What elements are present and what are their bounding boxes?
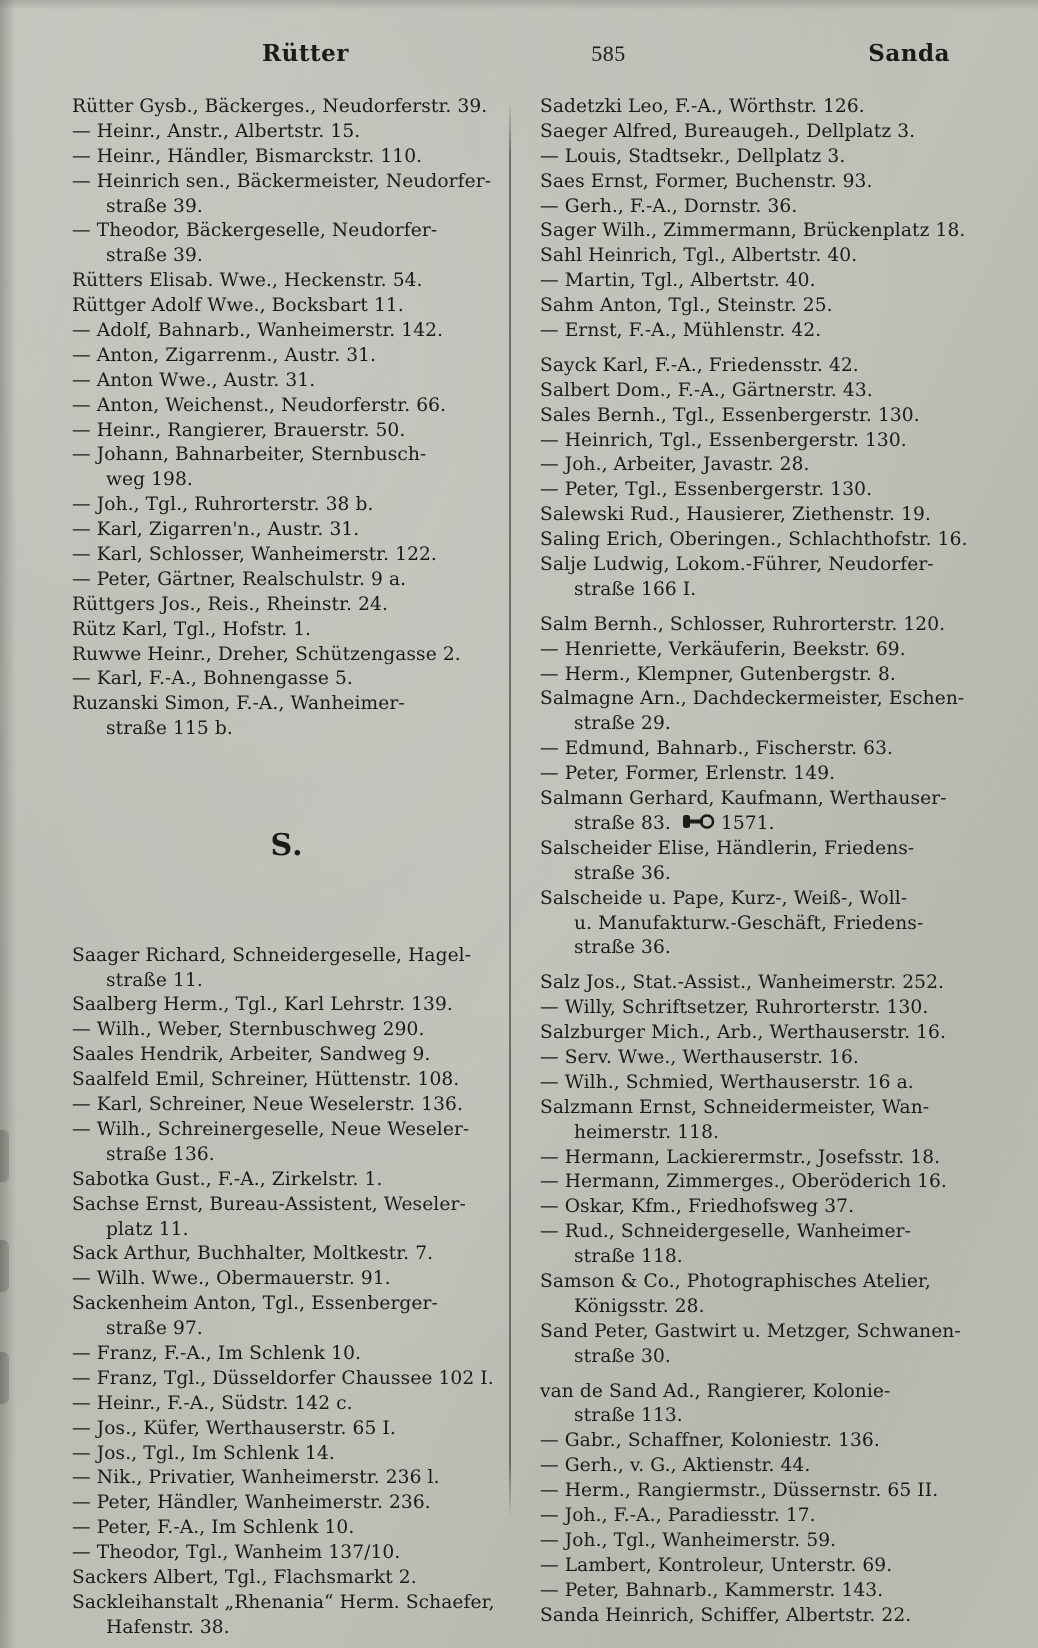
directory-entry xyxy=(540,971,970,995)
directory-entry xyxy=(72,1292,502,1316)
directory-entry xyxy=(540,762,970,786)
entry-text: Salzburger Mich., Arb., Werthauserstr. 16. xyxy=(540,1022,946,1044)
directory-entry xyxy=(72,1118,502,1142)
running-head-left: Rütter xyxy=(262,40,349,67)
entry-text: — Wilh., Weber, Sternbuschweg 290. xyxy=(72,1019,425,1041)
entry-text: — Karl, Schlosser, Wanheimerstr. 122. xyxy=(72,544,437,566)
entry-text: — Peter, Händler, Wanheimerstr. 236. xyxy=(72,1492,431,1514)
entry-text: — Gerh., v. G., Aktienstr. 44. xyxy=(540,1455,811,1477)
entry-continuation-line xyxy=(72,1616,502,1640)
entry-text: Sackers Albert, Tgl., Flachsmarkt 2. xyxy=(72,1566,417,1588)
entry-text: — Henriette, Verkäuferin, Beekstr. 69. xyxy=(540,638,906,660)
entry-continuation-line xyxy=(540,812,970,836)
entry-text: — Willy, Schriftsetzer, Ruhrorterstr. 130. xyxy=(540,997,929,1019)
entry-continuation-line xyxy=(72,195,502,219)
entry-continuation-line xyxy=(540,936,970,960)
directory-entry xyxy=(540,687,970,711)
directory-entry xyxy=(72,1242,502,1266)
directory-entry xyxy=(540,1429,970,1453)
entry-text: straße 166 I. xyxy=(574,578,697,600)
directory-entry xyxy=(540,429,970,453)
directory-entry xyxy=(72,294,502,318)
directory-entry xyxy=(72,518,502,542)
entry-text: — Theodor, Bäckergeselle, Neudorfer- xyxy=(72,220,438,242)
entry-text: straße 39. xyxy=(106,245,203,267)
column-divider xyxy=(509,99,511,1519)
entry-continuation-line xyxy=(72,717,502,741)
directory-entry xyxy=(540,95,970,119)
entry-text: — Theodor, Tgl., Wanheim 137/10. xyxy=(72,1542,401,1564)
entry-text: Königsstr. 28. xyxy=(574,1295,705,1317)
directory-entry xyxy=(540,145,970,169)
directory-entry xyxy=(72,1417,502,1441)
entry-text: straße 30. xyxy=(574,1345,671,1367)
telephone-icon xyxy=(681,814,715,829)
directory-entry xyxy=(540,1454,970,1478)
page-content xyxy=(72,40,972,1641)
directory-entry xyxy=(72,593,502,617)
entry-text: — Heinr., F.-A., Südstr. 142 c. xyxy=(72,1392,353,1414)
entry-continuation-line xyxy=(540,862,970,886)
entry-text: — Serv. Wwe., Werthauserstr. 16. xyxy=(540,1047,859,1068)
directory-entry xyxy=(540,404,970,428)
directory-entry xyxy=(540,1071,970,1095)
directory-entry xyxy=(72,95,502,119)
entry-text: Saes Ernst, Former, Buchenstr. 93. xyxy=(540,170,873,192)
entry-continuation-line xyxy=(72,1143,502,1167)
directory-entry xyxy=(540,996,970,1020)
entry-text: — Franz, F.-A., Im Schlenk 10. xyxy=(72,1342,362,1364)
entry-continuation-line xyxy=(72,1317,502,1341)
left-column-entries-s xyxy=(72,944,502,1640)
directory-entry xyxy=(72,1193,502,1217)
page-top-shadow xyxy=(0,0,1038,10)
directory-entry xyxy=(540,1504,970,1528)
directory-entry xyxy=(72,1516,502,1540)
directory-entry xyxy=(540,1529,970,1553)
entry-text: — Ernst, F.-A., Mühlenstr. 42. xyxy=(540,320,822,342)
directory-entry xyxy=(540,528,970,552)
directory-entry xyxy=(72,1466,502,1490)
entry-text: straße 113. xyxy=(574,1405,683,1427)
entry-text: straße 36. xyxy=(574,937,671,959)
directory-entry xyxy=(72,1442,502,1466)
entry-text: straße 39. xyxy=(106,195,203,217)
directory-entry xyxy=(540,1021,970,1045)
directory-entry xyxy=(540,787,970,811)
directory-entry xyxy=(72,667,502,691)
entry-text: — Hermann, Lackierermstr., Josefsstr. 18. xyxy=(540,1146,941,1168)
entry-text: — Karl, Schreiner, Neue Weselerstr. 136. xyxy=(72,1094,463,1116)
page-header xyxy=(72,40,972,67)
entry-text: Salbert Dom., F.-A., Gärtnerstr. 43. xyxy=(540,379,873,401)
entry-continuation-line xyxy=(72,969,502,993)
entry-text: — Martin, Tgl., Albertstr. 40. xyxy=(540,270,816,292)
entry-continuation-line xyxy=(72,244,502,268)
entry-text: — Wilh., Schmied, Werthauserstr. 16 a. xyxy=(540,1071,914,1093)
directory-entry xyxy=(540,503,970,527)
entry-text: Salscheide u. Pape, Kurz-, Weiß-, Woll- xyxy=(540,887,908,909)
directory-entry xyxy=(72,219,502,243)
entry-text: Sackleihanstalt „Rhenania“ Herm. Schaefer, xyxy=(72,1591,495,1613)
directory-entry xyxy=(72,1043,502,1067)
entry-text: Salje Ludwig, Lokom.-Führer, Neudorfer- xyxy=(540,554,934,576)
directory-entry xyxy=(72,419,502,443)
entry-text: — Edmund, Bahnarb., Fischerstr. 63. xyxy=(540,738,894,760)
directory-entry xyxy=(540,219,970,243)
entry-text: Rüttgers Jos., Reis., Rheinstr. 24. xyxy=(72,593,388,615)
entry-text: Ruwwe Heinr., Dreher, Schützengasse 2. xyxy=(72,643,461,665)
directory-entry xyxy=(72,145,502,169)
entry-continuation-line xyxy=(72,1218,502,1242)
directory-entry xyxy=(540,294,970,318)
directory-entry xyxy=(72,443,502,467)
directory-entry xyxy=(72,344,502,368)
directory-entry xyxy=(72,618,502,642)
directory-entry xyxy=(72,1491,502,1515)
entry-text: — Peter, F.-A., Im Schlenk 10. xyxy=(72,1517,355,1539)
entry-continuation-line xyxy=(540,578,970,602)
entry-text: — Lambert, Kontroleur, Unterstr. 69. xyxy=(540,1554,893,1576)
directory-entry xyxy=(540,120,970,144)
entry-continuation-line xyxy=(540,712,970,736)
directory-entry xyxy=(72,1093,502,1117)
entry-text: Sackenheim Anton, Tgl., Essenberger- xyxy=(72,1293,438,1315)
directory-entry xyxy=(540,319,970,343)
entry-text: — Joh., Arbeiter, Javastr. 28. xyxy=(540,454,810,476)
entry-text: Rütter Gysb., Bäckerges., Neudorferstr. 39. xyxy=(72,96,488,117)
entry-text: — Peter, Bahnarb., Kammerstr. 143. xyxy=(540,1579,884,1601)
entry-text: Salewski Rud., Hausierer, Ziethenstr. 19. xyxy=(540,504,931,526)
directory-entry xyxy=(72,1342,502,1366)
page-number: 585 xyxy=(591,41,626,66)
page-edge-notch xyxy=(0,1352,9,1404)
entry-text: — Gabr., Schaffner, Koloniestr. 136. xyxy=(540,1430,880,1452)
entry-continuation-line xyxy=(540,1245,970,1269)
directory-entry xyxy=(540,887,970,911)
entry-text: Sand Peter, Gastwirt u. Metzger, Schwanen- xyxy=(540,1320,961,1342)
entry-text: — Louis, Stadtsekr., Dellplatz 3. xyxy=(540,145,846,167)
directory-entry xyxy=(540,244,970,268)
page-edge-notch xyxy=(0,1130,9,1182)
directory-entry xyxy=(72,643,502,667)
directory-entry xyxy=(540,1195,970,1219)
directory-entry xyxy=(540,1320,970,1344)
entry-text: Saales Hendrik, Arbeiter, Sandweg 9. xyxy=(72,1044,431,1066)
entry-text: Sabotka Gust., F.-A., Zirkelstr. 1. xyxy=(72,1168,383,1190)
entry-text: — Hermann, Zimmerges., Oberöderich 16. xyxy=(540,1171,947,1193)
directory-entry xyxy=(540,195,970,219)
entry-text: — Heinr., Anstr., Albertstr. 15. xyxy=(72,120,361,142)
entry-text: — Nik., Privatier, Wanheimerstr. 236 l. xyxy=(72,1467,440,1489)
entry-text: platz 11. xyxy=(106,1218,189,1240)
directory-entry xyxy=(540,663,970,687)
directory-entry xyxy=(72,493,502,517)
entry-text: Rüttger Adolf Wwe., Bocksbart 11. xyxy=(72,295,404,317)
entry-text: Sager Wilh., Zimmermann, Brückenplatz 18. xyxy=(540,220,966,242)
entry-text: Sanda Heinrich, Schiffer, Albertstr. 22. xyxy=(540,1604,912,1626)
entry-text: Salmann Gerhard, Kaufmann, Werthauser- xyxy=(540,788,947,810)
entry-text: straße 83. xyxy=(574,812,671,834)
directory-entry xyxy=(72,1541,502,1565)
entry-text: — Jos., Küfer, Werthauserstr. 65 I. xyxy=(72,1417,396,1439)
entry-text: Rütz Karl, Tgl., Hofstr. 1. xyxy=(72,618,312,640)
directory-entry xyxy=(540,170,970,194)
directory-entry xyxy=(72,993,502,1017)
entry-continuation-line xyxy=(540,912,970,936)
entry-text: — Oskar, Kfm., Friedhofsweg 37. xyxy=(540,1196,855,1218)
entry-text: Saalfeld Emil, Schreiner, Hüttenstr. 108. xyxy=(72,1069,460,1091)
entry-text: Saling Erich, Oberingen., Schlachthofstr. 16. xyxy=(540,529,968,551)
directory-entry xyxy=(72,692,502,716)
entry-continuation-line xyxy=(540,1121,970,1145)
entry-text: Hafenstr. 38. xyxy=(106,1616,230,1638)
two-column-body xyxy=(72,95,972,1641)
directory-entry xyxy=(540,269,970,293)
entry-text: — Karl, Zigarren'n., Austr. 31. xyxy=(72,519,360,541)
entry-text: — Anton, Zigarrenm., Austr. 31. xyxy=(72,344,377,366)
entry-text: — Anton, Weichenst., Neudorferstr. 66. xyxy=(72,394,447,416)
entry-text: Saalberg Herm., Tgl., Karl Lehrstr. 139. xyxy=(72,994,453,1016)
directory-entry xyxy=(72,1018,502,1042)
entry-text: Rütters Elisab. Wwe., Heckenstr. 54. xyxy=(72,270,423,292)
directory-entry xyxy=(72,394,502,418)
entry-text: — Heinr., Rangierer, Brauerstr. 50. xyxy=(72,419,406,441)
directory-entry xyxy=(72,944,502,968)
entry-text: — Rud., Schneidergeselle, Wanheimer- xyxy=(540,1221,912,1243)
entry-continuation-line xyxy=(540,1295,970,1319)
directory-entry xyxy=(72,1168,502,1192)
directory-entry xyxy=(72,1267,502,1291)
entry-text: — Herm., Klempner, Gutenbergstr. 8. xyxy=(540,663,896,685)
directory-entry xyxy=(540,837,970,861)
phone-number: 1571. xyxy=(720,812,775,834)
directory-entry xyxy=(540,1554,970,1578)
entry-text: — Peter, Former, Erlenstr. 149. xyxy=(540,763,836,785)
entry-text: — Joh., F.-A., Paradiesstr. 17. xyxy=(540,1505,816,1527)
directory-entry xyxy=(540,553,970,577)
directory-entry xyxy=(72,120,502,144)
directory-entry xyxy=(540,638,970,662)
left-column-entries-r xyxy=(72,95,502,741)
directory-entry xyxy=(540,1046,970,1070)
directory-entry xyxy=(72,1068,502,1092)
directory-entry xyxy=(540,478,970,502)
entry-text: — Peter, Tgl., Essenbergerstr. 130. xyxy=(540,479,873,501)
directory-entry xyxy=(72,1591,502,1615)
entry-text: straße 29. xyxy=(574,713,671,735)
entry-text: straße 115 b. xyxy=(106,718,233,740)
entry-text: — Joh., Tgl., Wanheimerstr. 59. xyxy=(540,1529,837,1551)
entry-text: — Herm., Rangiermstr., Düssernstr. 65 II. xyxy=(540,1480,939,1502)
entry-text: straße 97. xyxy=(106,1318,203,1340)
entry-text: Salm Bernh., Schlosser, Ruhrorterstr. 120. xyxy=(540,613,946,635)
entry-text: Sayck Karl, F.-A., Friedensstr. 42. xyxy=(540,354,859,376)
directory-entry xyxy=(540,1479,970,1503)
entry-text: — Heinrich sen., Bäckermeister, Neudorfer- xyxy=(72,170,492,192)
entry-text: Sack Arthur, Buchhalter, Moltkestr. 7. xyxy=(72,1243,434,1265)
entry-text: Sahm Anton, Tgl., Steinstr. 25. xyxy=(540,295,833,317)
entry-text: — Heinrich, Tgl., Essenbergerstr. 130. xyxy=(540,429,907,451)
entry-text: — Jos., Tgl., Im Schlenk 14. xyxy=(72,1442,335,1464)
entry-text: Saeger Alfred, Bureaugeh., Dellplatz 3. xyxy=(540,120,916,142)
entry-text: — Peter, Gärtner, Realschulstr. 9 a. xyxy=(72,568,407,590)
directory-entry xyxy=(540,737,970,761)
entry-text: Salscheider Elise, Händlerin, Friedens- xyxy=(540,837,915,859)
directory-entry xyxy=(72,369,502,393)
entry-text: — Wilh. Wwe., Obermauerstr. 91. xyxy=(72,1268,391,1290)
directory-entry xyxy=(540,1579,970,1603)
entry-text: Sachse Ernst, Bureau-Assistent, Weseler- xyxy=(72,1193,466,1215)
directory-entry xyxy=(72,1392,502,1416)
directory-entry xyxy=(72,319,502,343)
directory-entry xyxy=(540,354,970,378)
entry-text: straße 118. xyxy=(574,1246,683,1268)
directory-entry xyxy=(72,1367,502,1391)
entry-text: — Heinr., Händler, Bismarckstr. 110. xyxy=(72,145,423,167)
right-column-entries xyxy=(540,95,970,1627)
entry-text: Samson & Co., Photographisches Atelier, xyxy=(540,1271,931,1293)
directory-entry xyxy=(540,379,970,403)
entry-continuation-line xyxy=(540,1404,970,1428)
running-head-right: Sanda xyxy=(868,40,950,67)
entry-text: — Johann, Bahnarbeiter, Sternbusch- xyxy=(72,444,427,466)
entry-text: weg 198. xyxy=(106,469,193,491)
directory-entry xyxy=(540,1096,970,1120)
section-letter-heading: S. xyxy=(270,828,304,864)
directory-entry xyxy=(72,269,502,293)
entry-continuation-line xyxy=(540,1345,970,1369)
phone-icon xyxy=(681,812,715,836)
entry-text: — Anton Wwe., Austr. 31. xyxy=(72,369,316,391)
directory-entry xyxy=(72,170,502,194)
entry-text: Saager Richard, Schneidergeselle, Hagel- xyxy=(72,944,472,966)
entry-text: — Karl, F.-A., Bohnengasse 5. xyxy=(72,668,353,690)
directory-entry xyxy=(540,1146,970,1170)
entry-text: Ruzanski Simon, F.-A., Wanheimer- xyxy=(72,693,405,715)
entry-text: — Gerh., F.-A., Dornstr. 36. xyxy=(540,195,798,217)
entry-text: straße 36. xyxy=(574,862,671,884)
directory-entry xyxy=(540,1380,970,1404)
entry-text: Salmagne Arn., Dachdeckermeister, Eschen- xyxy=(540,688,965,710)
entry-text: — Franz, Tgl., Düsseldorfer Chaussee 102 I. xyxy=(72,1367,494,1389)
entry-text: Sadetzki Leo, F.-A., Wörthstr. 126. xyxy=(540,96,865,117)
entry-continuation-line xyxy=(72,468,502,492)
entry-text: straße 136. xyxy=(106,1143,215,1165)
right-column xyxy=(516,95,970,1641)
entry-text: — Joh., Tgl., Ruhrorterstr. 38 b. xyxy=(72,494,374,516)
directory-entry xyxy=(540,1604,970,1628)
directory-entry xyxy=(540,1170,970,1194)
entry-text: heimerstr. 118. xyxy=(574,1121,720,1143)
directory-entry xyxy=(72,568,502,592)
entry-text: straße 11. xyxy=(106,969,203,991)
directory-entry xyxy=(540,613,970,637)
entry-text: u. Manufakturw.-Geschäft, Friedens- xyxy=(574,912,924,934)
directory-entry xyxy=(540,1220,970,1244)
left-column xyxy=(72,95,516,1641)
entry-text: Salzmann Ernst, Schneidermeister, Wan- xyxy=(540,1096,930,1118)
page-edge-notch xyxy=(0,1240,9,1292)
entry-text: van de Sand Ad., Rangierer, Kolonie- xyxy=(540,1380,891,1402)
directory-entry xyxy=(72,543,502,567)
entry-text: — Wilh., Schreinergeselle, Neue Weseler- xyxy=(72,1118,470,1140)
directory-entry xyxy=(540,1270,970,1294)
directory-entry xyxy=(540,453,970,477)
entry-text: Sales Bernh., Tgl., Essenbergerstr. 130. xyxy=(540,404,920,426)
entry-text: Sahl Heinrich, Tgl., Albertstr. 40. xyxy=(540,245,858,267)
directory-entry xyxy=(72,1566,502,1590)
entry-text: Salz Jos., Stat.-Assist., Wanheimerstr. 252. xyxy=(540,972,945,994)
entry-text: — Adolf, Bahnarb., Wanheimerstr. 142. xyxy=(72,320,444,342)
